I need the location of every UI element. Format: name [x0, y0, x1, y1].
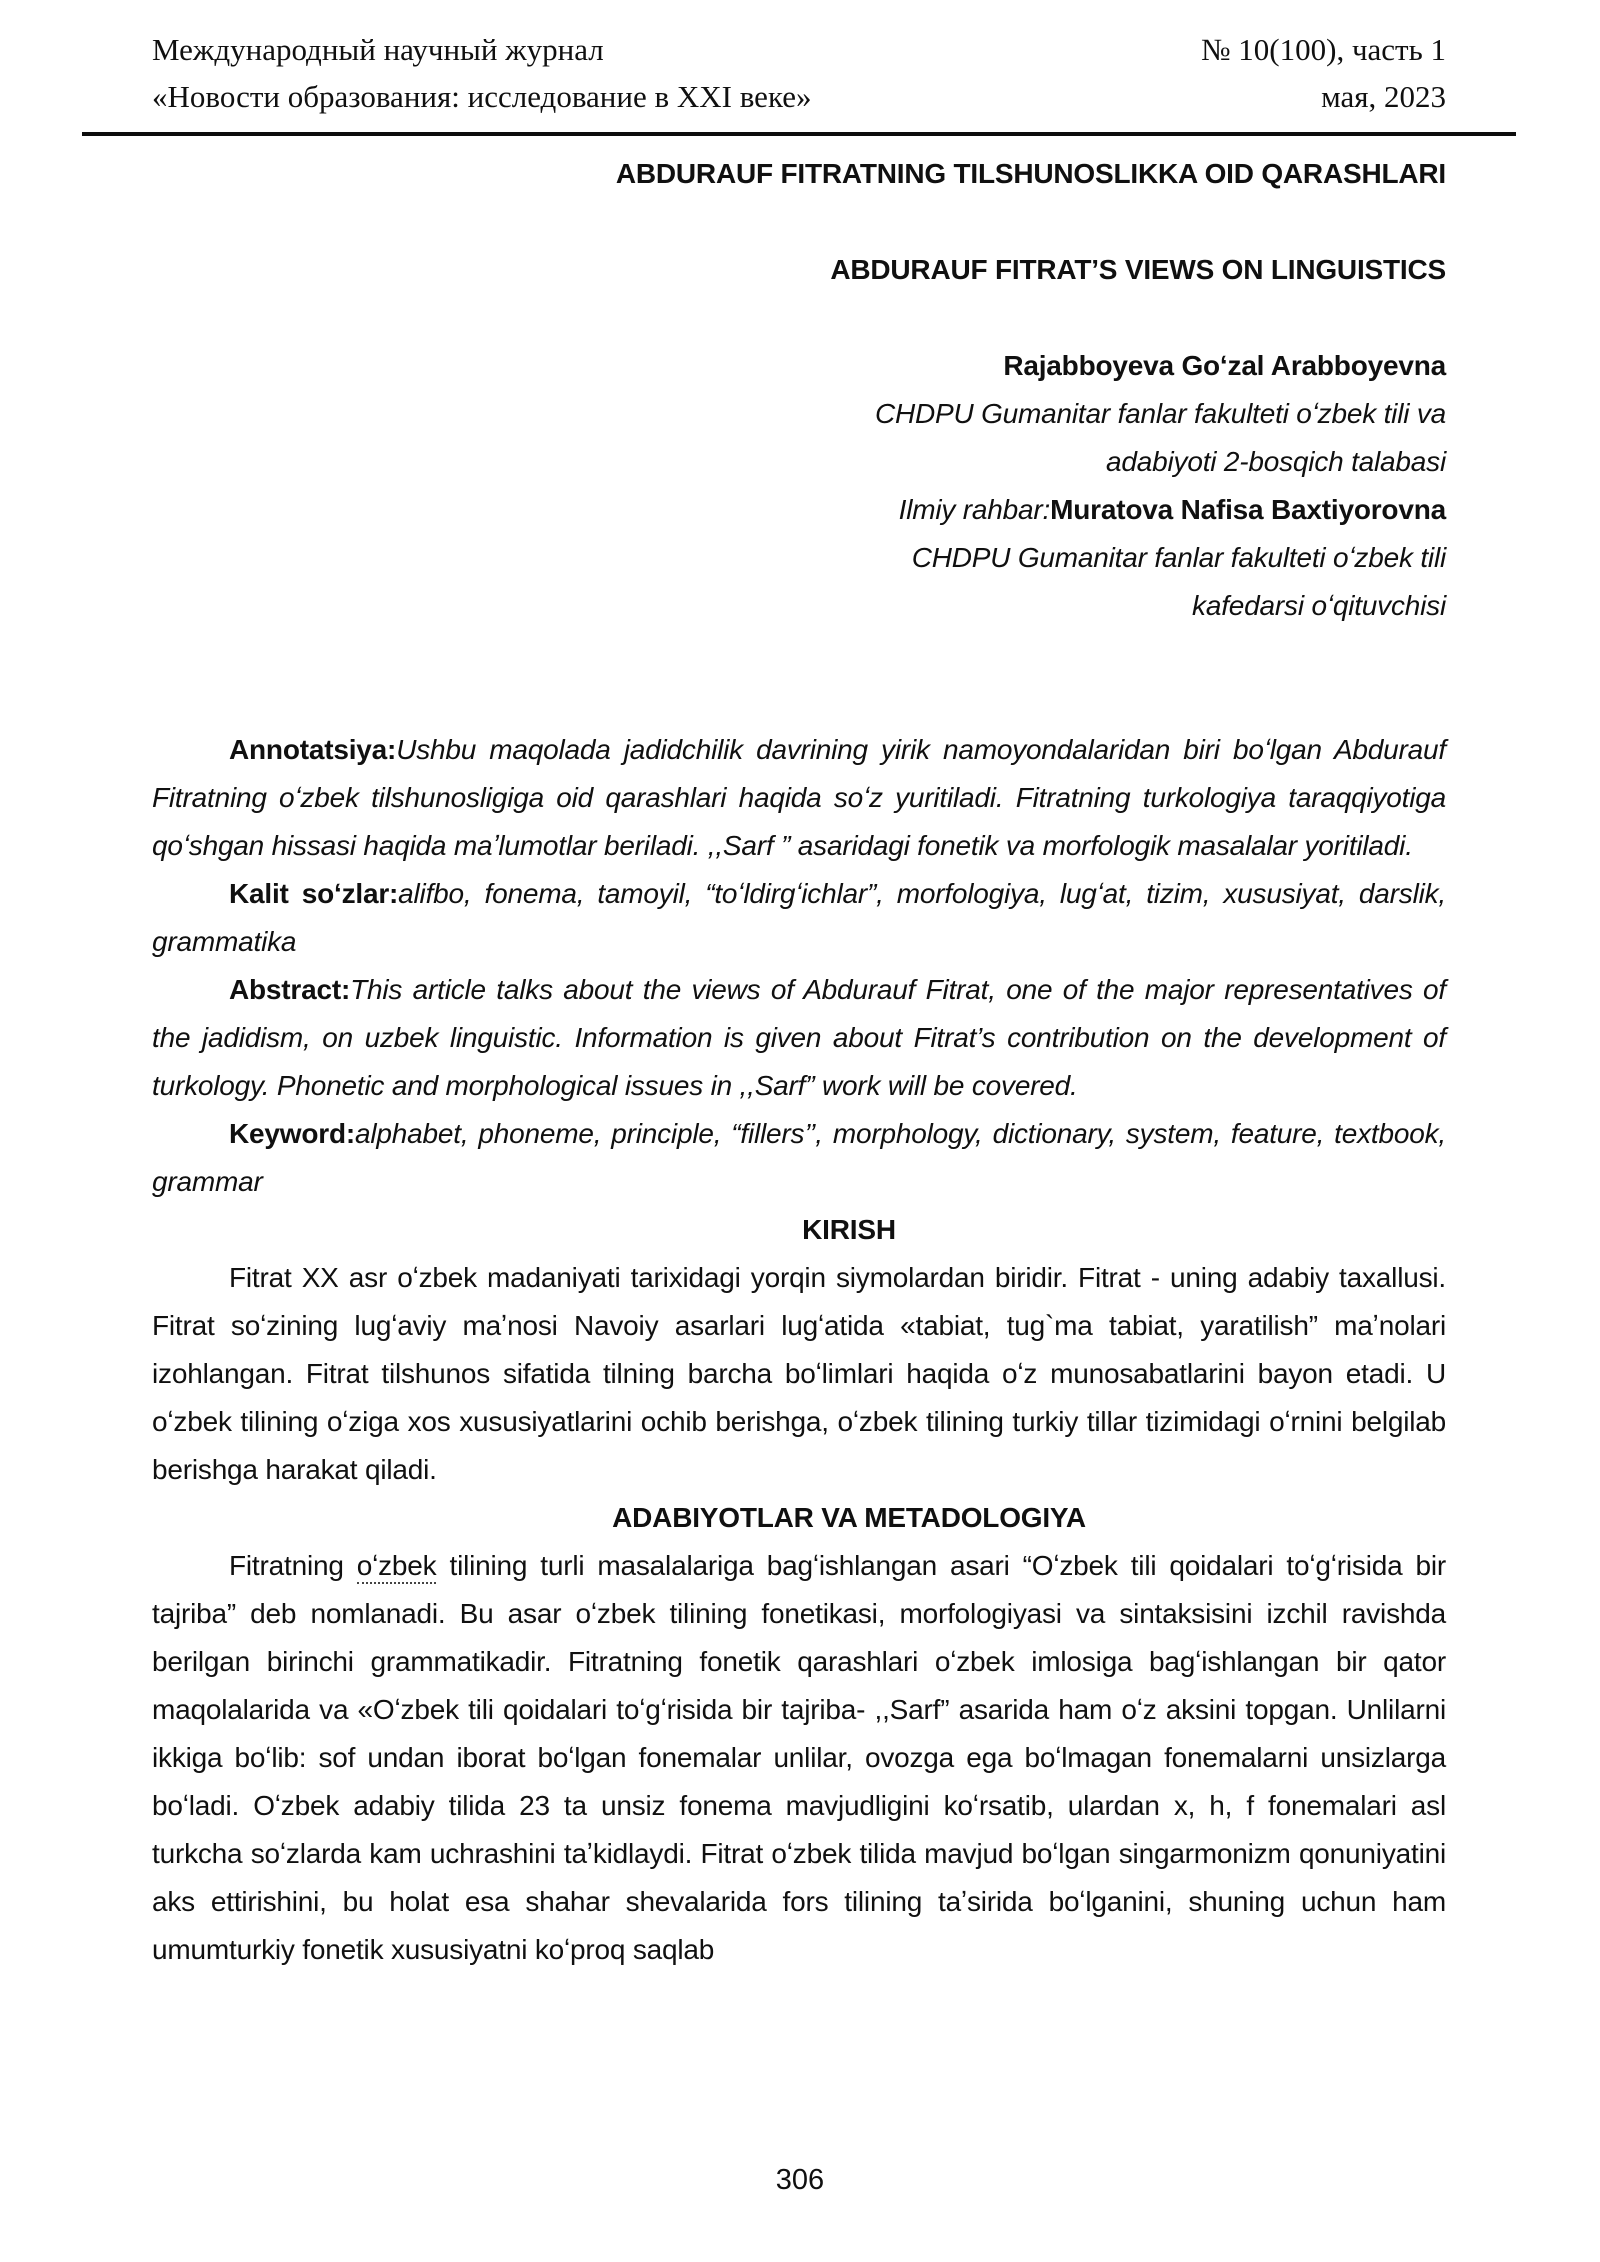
- abstract-uz-paragraph: [152, 726, 1446, 870]
- journal-name-line2: «Новости образования: исследование в XXI веке»: [152, 79, 812, 114]
- article-title-en: ABDURAUF FITRAT’S VIEWS ON LINGUISTICS: [830, 254, 1446, 285]
- supervisor-line: [152, 486, 1446, 534]
- author-affiliation-line2: adabiyoti 2-bosqich talabasi: [1106, 446, 1446, 477]
- section-heading-kirish: KIRISH: [802, 1214, 896, 1245]
- article-body: [152, 726, 1446, 1974]
- paragraph-kirish: Fitrat XX asr oʻzbek madaniyati tarixidagi yorqin siymolardan biridir. Fitrat - uning adabiy taxallusi. Fitrat soʻzining lugʻaviy maʼnosi Navoiy asarlari lugʻatida «tabiat, tug`ma tabiat, yaratilish” maʼnolari izohlangan. Fitrat tilshunos sifatida tilning barcha boʻlimlari haqida oʻz munosabatlarini bayon etadi. U oʻzbek tilining oʻziga xos xususiyatlarini ochib berishga, oʻzbek tilining turkiy tillar tizimidagi oʻrnini belgilab berishga harakat qiladi.: [152, 1262, 1446, 1485]
- journal-name: [152, 26, 812, 120]
- author-affiliation-line3: CHDPU Gumanitar fanlar fakulteti oʻzbek tili: [911, 542, 1446, 573]
- supervisor-name: Muratova Nafisa Baxtiyorovna: [1050, 494, 1446, 525]
- paragraph-adabiyotlar-rest: tilining turli masalalariga bagʻishlangan asari “Oʻzbek tili qoidalari toʻgʻrisida bir tajriba” deb nomlanadi. Bu asar oʻzbek tilining fonetikasi, morfologiyasi va sintaksisini izchil ravishda berilgan birinchi grammatikadir. Fitratning fonetik qarashlari oʻzbek imlosiga bagʻishlangan bir qator maqolalarida va «Oʻzbek tili qoidalari toʻgʻrisida bir tajriba- ,,Sarf” asarida ham oʻz aksini topgan. Unlilarni ikkiga boʻlib: sof undan iborat boʻlgan fonemalar unlilar, ovozga ega boʻlmagan fonemalarni unsizlarga boʻladi. Oʻzbek adabiy tilida 23 ta unsiz fonema mavjudligini koʻrsatib, ulardan x, h, f fonemalari asl turkcha soʻzlarda kam uchrashini taʼkidlaydi. Fitrat oʻzbek tilida mavjud boʻlgan singarmonizm qonuniyatini aks ettirishini, bu holat esa shahar shevalarida fors tilining taʼsirida boʻlganini, shuning uchun ham umumturkiy fonetik xususiyatni koʻproq saqlab: [152, 1550, 1447, 1965]
- abstract-en-label: Abstract:: [229, 974, 351, 1005]
- page-number: 306: [775, 2164, 825, 2196]
- author-name: Rajabboyeva Goʻzal Arabboyevna: [1003, 350, 1446, 381]
- issue-date: мая, 2023: [1321, 79, 1446, 114]
- supervisor-label: Ilmiy rahbar:: [898, 494, 1051, 525]
- section-heading-adabiyotlar: ADABIYOTLAR VA METADOLOGIYA: [612, 1502, 1086, 1533]
- spellcheck-marked-word: oʻzbek: [357, 1550, 437, 1584]
- article-title-uz: ABDURAUF FITRATNING TILSHUNOSLIKKA OID QARASHLARI: [615, 158, 1446, 189]
- keywords-en-text: alphabet, phoneme, principle, “fillers’’, morphology, dictionary, system, feature, textbook, grammar: [152, 1118, 1446, 1197]
- journal-name-line1: Международный научный журнал: [152, 32, 604, 67]
- keywords-uz-text: alifbo, fonema, tamoyil, “toʻldirgʻichlar”, morfologiya, lugʻat, tizim, xususiyat, darslik, grammatika: [152, 878, 1447, 957]
- header-rule: [82, 132, 1516, 136]
- abstract-uz-text: Ushbu maqolada jadidchilik davrining yirik namoyondalaridan biri boʻlgan Abdurauf Fitratning oʻzbek tilshunosligiga oid qarashlari haqida soʻz yuritiladi. Fitratning turkologiya taraqqiyotiga qoʻshgan hissasi haqida maʼlumotlar beriladi. ,,Sarf ” asaridagi fonetik va morfologik masalalar yoritiladi.: [152, 734, 1446, 861]
- abstract-en-text: This article talks about the views of Abdurauf Fitrat, one of the major representatives of the jadidism, on uzbek linguistic. Information is given about Fitrat’s contribution on the development of turkology. Phonetic and morphological issues in ,,Sarf” work will be covered.: [152, 974, 1446, 1101]
- keywords-en-label: Keyword:: [229, 1118, 355, 1149]
- keywords-en-paragraph: [152, 1110, 1446, 1206]
- author-affiliation-line1: CHDPU Gumanitar fanlar fakulteti oʻzbek tili va: [874, 398, 1446, 429]
- keywords-uz-paragraph: [152, 870, 1446, 966]
- paragraph-adabiyotlar-start: Fitratning: [229, 1550, 357, 1581]
- running-head: [152, 26, 1446, 120]
- issue-number: № 10(100), часть 1: [1200, 32, 1446, 67]
- author-affiliation-line4: kafedarsi oʻqituvchisi: [1192, 590, 1446, 621]
- abstract-en-paragraph: [152, 966, 1446, 1110]
- keywords-uz-label: Kalit soʻzlar:: [229, 878, 399, 909]
- issue-info: [1201, 26, 1446, 120]
- abstract-uz-label: Annotatsiya:: [229, 734, 397, 765]
- paragraph-adabiyotlar: [152, 1542, 1446, 1974]
- author-block: [152, 342, 1446, 630]
